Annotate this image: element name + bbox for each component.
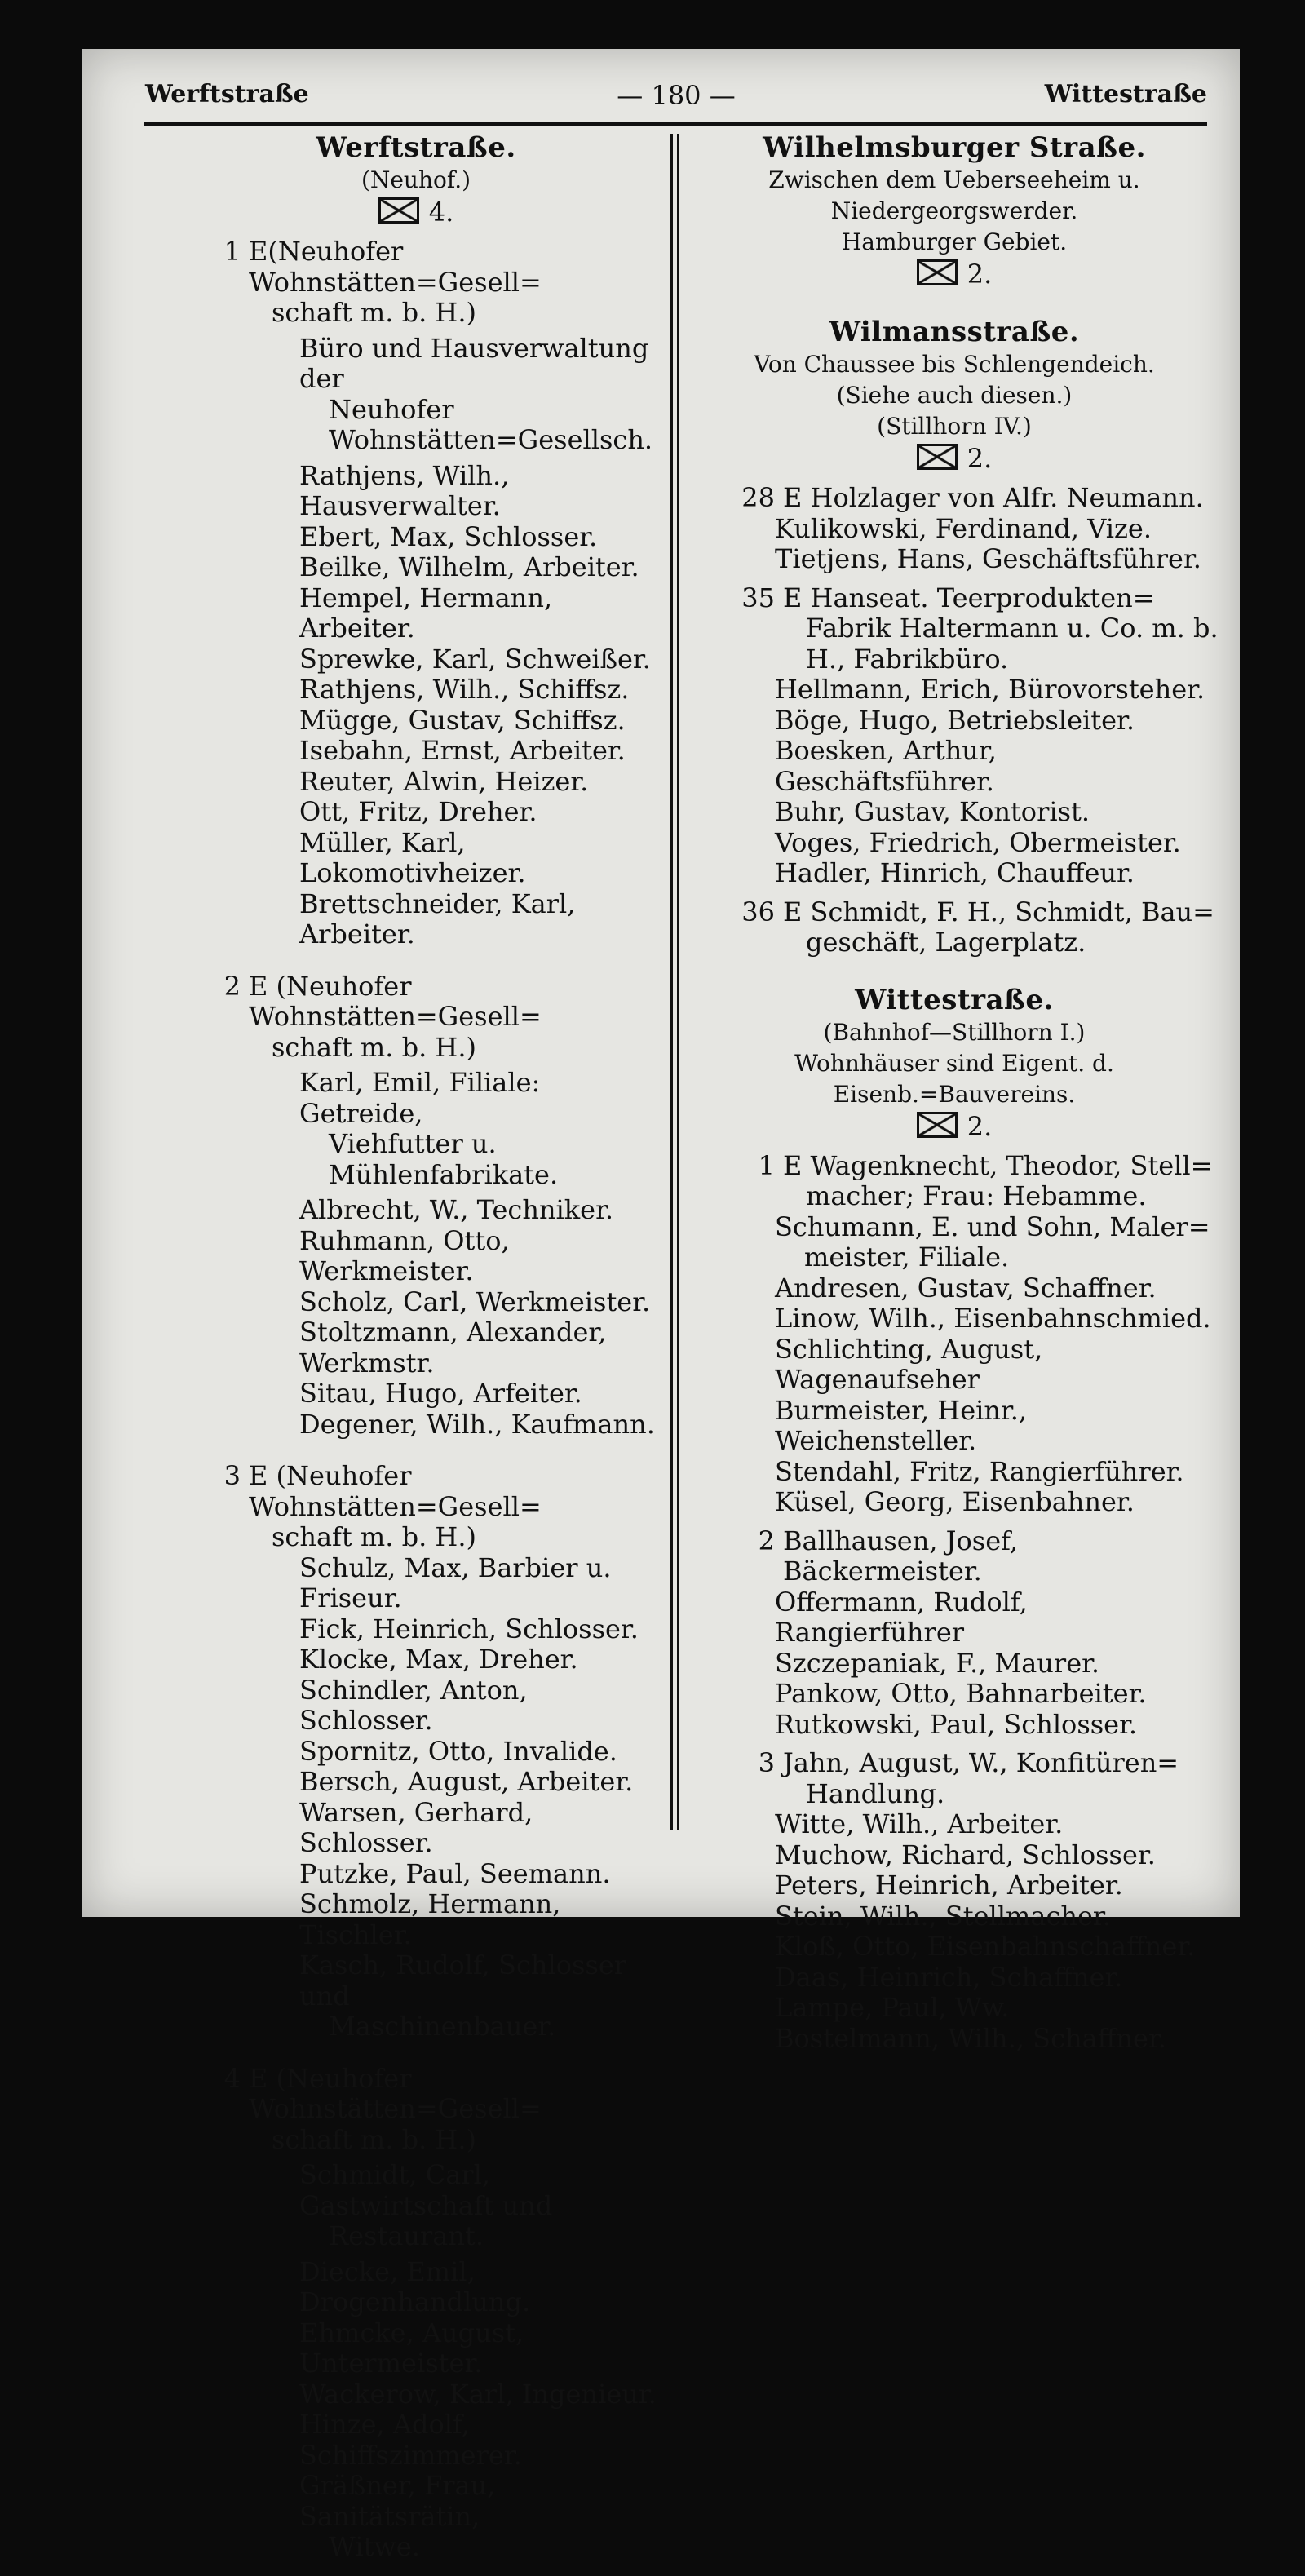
postal-district [689, 1110, 1219, 1143]
postal-district [171, 196, 661, 228]
resident-line: Kulikowski, Ferdinand, Vize. [775, 512, 1152, 544]
street-note: (Stillhorn IV.) [877, 413, 1032, 440]
resident-entry [689, 1487, 1219, 1518]
owner-line-cont: Handlung. [806, 1777, 945, 1809]
building-owner [783, 483, 1219, 514]
building-owner [783, 1151, 1219, 1212]
envelope-icon [917, 1112, 958, 1138]
resident-line: Stendahl, Fritz, Rangierführer. [775, 1455, 1184, 1487]
resident-line: Küsel, Georg, Eisenbahner. [775, 1486, 1135, 1517]
resident-entry [171, 1317, 661, 1379]
left-column [171, 131, 661, 2576]
resident-entry [689, 736, 1219, 797]
envelope-icon [917, 444, 958, 470]
owner-line: E(Neuhofer Wohnstätten=Gesell= [249, 236, 542, 298]
running-header [145, 80, 1207, 121]
resident-line: Karl, Emil, Filiale: Getreide, [299, 1067, 541, 1129]
resident-entry [171, 2410, 661, 2471]
house-number: 3 [758, 1747, 775, 1778]
resident-entry [689, 1587, 1219, 1649]
resident-entry [171, 2257, 661, 2318]
column-divider [670, 134, 673, 1830]
resident-entry [689, 1679, 1219, 1710]
resident-line-cont: Viehfutter u. Mühlenfabrikate. [329, 1128, 559, 1190]
header-right: Wittestraße [1044, 80, 1207, 108]
resident-line: Daas, Heinrich, Schaffner. [775, 1961, 1123, 1993]
postal-district [689, 442, 1219, 475]
street-note: Zwischen dem Ueberseeheim u. Niedergeorgswerder. [768, 166, 1140, 224]
resident-line: Degener, Wilh., Kaufmann. [299, 1408, 655, 1440]
street-title: Wilmansstraße. [829, 316, 1080, 348]
resident-entry [171, 1614, 661, 1645]
resident-line: Brettschneider, Karl, Arbeiter. [299, 887, 576, 949]
resident-entry [171, 522, 661, 553]
resident-entry [689, 2024, 1219, 2055]
building-owner [783, 897, 1219, 958]
resident-line: Ott, Fritz, Dreher. [299, 796, 537, 827]
resident-entry [171, 1737, 661, 1768]
resident-line: Böge, Hugo, Betriebsleiter. [775, 704, 1135, 736]
resident-entry [689, 514, 1219, 545]
resident-entry [171, 2471, 661, 2563]
postal-district [689, 258, 1219, 290]
resident-line: Albrecht, W., Techniker. [299, 1194, 614, 1225]
resident-line: Szczepaniak, F., Maurer. [775, 1647, 1100, 1679]
resident-entry [689, 544, 1219, 575]
resident-entry [689, 1809, 1219, 1840]
resident-line: Kasch, Rudolf, Schlosser und [299, 1950, 627, 2012]
resident-entry [171, 2318, 661, 2379]
building-entry [689, 1526, 1219, 1587]
resident-entry [171, 889, 661, 950]
resident-entry [689, 1457, 1219, 1488]
resident-line: Rathjens, Wilh., Hausverwalter. [299, 459, 510, 521]
resident-line-cont: Neuhofer Wohnstätten=Gesellsch. [329, 393, 653, 455]
resident-line: Isebahn, Ernst, Arbeiter. [299, 735, 626, 766]
street-title: Wilhelmsburger Straße. [763, 131, 1146, 164]
building-entry [171, 1461, 661, 1553]
resident-line: Hellmann, Erich, Bürovorsteher. [775, 674, 1205, 705]
resident-entry [171, 1379, 661, 1410]
resident-line: Scholz, Carl, Werkmeister. [299, 1286, 651, 1317]
resident-entry [171, 552, 661, 583]
envelope-icon [378, 197, 419, 224]
resident-entry [171, 583, 661, 644]
resident-entry [171, 461, 661, 522]
owner-line: E (Neuhofer Wohnstätten=Gesell= [249, 2062, 542, 2124]
resident-entry [171, 1675, 661, 1737]
postal-number: 2. [967, 1110, 993, 1142]
house-number: 1 [758, 1149, 775, 1181]
resident-entry [171, 1410, 661, 1441]
resident-line: Stoltzmann, Alexander, Werkmstr. [299, 1317, 607, 1379]
resident-entry [171, 2160, 661, 2252]
house-number: 4 [223, 2062, 241, 2094]
building-owner [249, 2064, 661, 2156]
resident-line: Ruhmann, Otto, Werkmeister. [299, 1224, 510, 1286]
resident-entry [171, 828, 661, 889]
house-number: 1 [223, 236, 241, 267]
resident-entry [171, 2379, 661, 2410]
resident-line: Schindler, Anton, Schlosser. [299, 1674, 528, 1736]
resident-line: Ehmcke, August, Untermeister. [299, 2317, 524, 2379]
resident-entry [689, 1870, 1219, 1901]
resident-line-cont: Witwe. [329, 2531, 420, 2562]
spacer [171, 2043, 661, 2056]
resident-entry [689, 797, 1219, 828]
owner-line: E Wagenknecht, Theodor, Stell= [783, 1149, 1213, 1181]
house-number: 35 [741, 582, 775, 613]
resident-line: Voges, Friedrich, Obermeister. [775, 826, 1181, 858]
building-owner [249, 237, 661, 329]
owner-line-cont: Fabrik Haltermann u. Co. m. b. H., Fabrikbüro. [806, 613, 1219, 675]
resident-entry [171, 1195, 661, 1226]
resident-line: Sitau, Hugo, Arfeiter. [299, 1378, 582, 1409]
postal-number: 4. [428, 197, 454, 228]
resident-entry [689, 1932, 1219, 1963]
resident-entry [689, 858, 1219, 889]
resident-line: Fick, Heinrich, Schlosser. [299, 1613, 639, 1644]
owner-line-cont: schaft m. b. H.) [272, 297, 476, 328]
resident-line: Tietjens, Hans, Geschäftsführer. [775, 543, 1201, 574]
resident-entry [171, 1767, 661, 1798]
resident-entry [689, 1963, 1219, 1994]
resident-line: Boesken, Arthur, Geschäftsführer. [775, 735, 997, 797]
building-owner [783, 1748, 1219, 1809]
spacer [171, 950, 661, 963]
resident-entry [689, 706, 1219, 737]
resident-line: Hempel, Hermann, Arbeiter. [299, 582, 553, 644]
building-list [171, 237, 661, 2576]
resident-line: Muchow, Richard, Schlosser. [775, 1839, 1156, 1870]
resident-line: Wackerow, Karl, Ingenieur. [299, 2378, 657, 2410]
house-number: 2 [223, 970, 241, 1002]
resident-line: Hadler, Hinrich, Chauffeur. [775, 857, 1135, 888]
resident-line: Kloß, Otto, Eisenbahnschaffner. [775, 1931, 1196, 1962]
owner-line: E (Neuhofer Wohnstätten=Gesell= [249, 970, 542, 1032]
building-entry [689, 1151, 1219, 1212]
resident-entry [171, 1553, 661, 1614]
building-owner [783, 583, 1219, 675]
resident-line: Offermann, Rudolf, Rangierführer [775, 1586, 1028, 1648]
building-entry [171, 972, 661, 1064]
resident-line: Beilke, Wilhelm, Arbeiter. [299, 551, 639, 582]
spacer [171, 2563, 661, 2576]
building-entry [171, 2064, 661, 2156]
page-number: — 180 — [617, 80, 736, 111]
house-number: 2 [758, 1525, 775, 1556]
header-rule [144, 122, 1207, 126]
resident-entry [171, 736, 661, 767]
resident-entry [171, 706, 661, 737]
resident-line: Spornitz, Otto, Invalide. [299, 1735, 617, 1767]
house-number: 3 [223, 1460, 241, 1491]
resident-entry [689, 1901, 1219, 1932]
street-note: Von Chaussee bis Schlengendeich. [754, 351, 1155, 378]
resident-entry [171, 767, 661, 798]
resident-line: Klocke, Max, Dreher. [299, 1644, 578, 1675]
resident-line: Lampe, Paul, Ww. [775, 1992, 1010, 2023]
resident-line: Schumann, E. und Sohn, Maler= [775, 1211, 1210, 1242]
resident-line: Schlichting, August, Wagenaufseher [775, 1333, 1043, 1395]
owner-line: Jahn, August, W., Konfitüren= [783, 1747, 1179, 1778]
street-title: Werftstraße. [316, 131, 516, 164]
right-column [689, 131, 1219, 2054]
resident-line: Ebert, Max, Schlosser. [299, 520, 598, 552]
building-entry [689, 583, 1219, 675]
resident-entry [689, 828, 1219, 859]
resident-line-cont: Maschinenbauer. [329, 2011, 556, 2042]
resident-line: Reuter, Alwin, Heizer. [299, 765, 589, 797]
house-number: 28 [741, 482, 775, 513]
resident-line: Warsen, Gerhard, Schlosser. [299, 1796, 533, 1858]
resident-line-cont: Restaurant. [329, 2220, 484, 2251]
street-title: Wittestraße. [855, 983, 1054, 1016]
resident-entry [171, 1859, 661, 1890]
building-owner [249, 972, 661, 1064]
house-number: 36 [741, 896, 775, 927]
owner-line: Ballhausen, Josef, Bäckermeister. [783, 1525, 1018, 1587]
resident-line: Schmidt, Carl, Gastwirtschaft und [299, 2159, 553, 2221]
resident-entry [171, 1068, 661, 1190]
owner-line: E (Neuhofer Wohnstätten=Gesell= [249, 1460, 542, 1522]
resident-line: Schmolz, Hermann, Tischler. [299, 1888, 561, 1950]
resident-entry [171, 644, 661, 675]
resident-line-cont: meister, Filiale. [804, 1242, 1010, 1273]
owner-line: E Schmidt, F. H., Schmidt, Bau= [783, 896, 1214, 927]
street-note: (Bahnhof—Stillhorn I.) [823, 1018, 1086, 1046]
resident-line: Müller, Karl, Lokomotivheizer. [299, 826, 526, 888]
envelope-icon [917, 259, 958, 285]
resident-line: Bostelmann, Wilh., Schaffner. [775, 2022, 1166, 2054]
resident-line: Schulz, Max, Barbier u. Friseur. [299, 1551, 612, 1613]
resident-entry [171, 1950, 661, 2043]
resident-line: Burmeister, Heinr., Weichensteller. [775, 1394, 1028, 1456]
resident-entry [171, 334, 661, 456]
street-district: (Neuhof.) [361, 166, 471, 193]
owner-line-cont: schaft m. b. H.) [272, 2123, 476, 2155]
resident-entry [689, 1303, 1219, 1334]
building-entry [689, 897, 1219, 958]
directory-page [82, 49, 1240, 2562]
resident-line: Rathjens, Wilh., Schiffsz. [299, 674, 630, 705]
resident-entry [689, 1993, 1219, 2024]
spacer [689, 958, 1219, 983]
street-note: (Siehe auch diesen.) [836, 382, 1073, 409]
resident-line: Peters, Heinrich, Arbeiter. [775, 1870, 1123, 1901]
owner-line: E Hanseat. Teerprodukten= [783, 582, 1155, 613]
resident-line: Stein, Wilh., Stellmacher. [775, 1900, 1111, 1932]
building-entry [171, 237, 661, 329]
resident-entry [689, 1212, 1219, 1273]
owner-line-cont: schaft m. b. H.) [272, 1521, 476, 1552]
postal-number: 2. [967, 259, 993, 290]
resident-entry [171, 675, 661, 706]
spacer [689, 290, 1219, 315]
resident-line: Büro und Hausverwaltung der [299, 332, 649, 394]
resident-entry [171, 1798, 661, 1859]
resident-line: Diecke, Emil, Drogenhandlung. [299, 2255, 531, 2317]
resident-entry [689, 1840, 1219, 1871]
resident-entry [689, 1334, 1219, 1396]
building-owner [249, 1461, 661, 1553]
resident-line: Putzke, Paul, Seemann. [299, 1857, 611, 1889]
resident-entry [689, 675, 1219, 706]
resident-line: Rutkowski, Paul, Schlosser. [775, 1708, 1138, 1740]
column-divider-inner [677, 134, 679, 1830]
resident-line: Buhr, Gustav, Kontorist. [775, 796, 1090, 827]
building-entry [689, 1748, 1219, 1809]
resident-entry [689, 1649, 1219, 1680]
street-note: Hamburger Gebiet. [841, 228, 1068, 255]
owner-line-cont: schaft m. b. H.) [272, 1031, 476, 1063]
postal-number: 2. [967, 443, 993, 474]
resident-line: Hinze, Adolf, Schiffszimmerer. [299, 2409, 522, 2471]
building-owner [783, 1526, 1219, 1587]
resident-entry [689, 1710, 1219, 1741]
resident-entry [689, 1273, 1219, 1304]
owner-line: E Holzlager von Alfr. Neumann. [783, 482, 1204, 513]
resident-entry [171, 797, 661, 828]
resident-entry [171, 1287, 661, 1318]
resident-line: Andresen, Gustav, Schaffner. [775, 1272, 1157, 1303]
resident-line: Bersch, August, Arbeiter. [299, 1766, 634, 1797]
resident-line: Mügge, Gustav, Schiffsz. [299, 704, 626, 736]
owner-line-cont: macher; Frau: Hebamme. [806, 1180, 1147, 1211]
resident-entry [171, 1644, 661, 1675]
street-note: Wohnhäuser sind Eigent. d. Eisenb.=Bauvereins. [794, 1049, 1114, 1108]
building-entry [689, 483, 1219, 514]
resident-line: Sprewke, Karl, Schweißer. [299, 643, 651, 675]
resident-entry [689, 1396, 1219, 1457]
resident-line: Linow, Wilh., Eisenbahnschmied. [775, 1303, 1211, 1334]
resident-entry [171, 1226, 661, 1287]
spacer [171, 1440, 661, 1453]
resident-line: Pankow, Otto, Bahnarbeiter. [775, 1678, 1147, 1709]
resident-line: Witte, Wilh., Arbeiter. [775, 1808, 1064, 1839]
owner-line-cont: geschäft, Lagerplatz. [806, 927, 1086, 958]
header-left: Werftstraße [145, 80, 309, 108]
resident-line: Gräßner, Frau, Sanitätsrätin, [299, 2470, 496, 2532]
